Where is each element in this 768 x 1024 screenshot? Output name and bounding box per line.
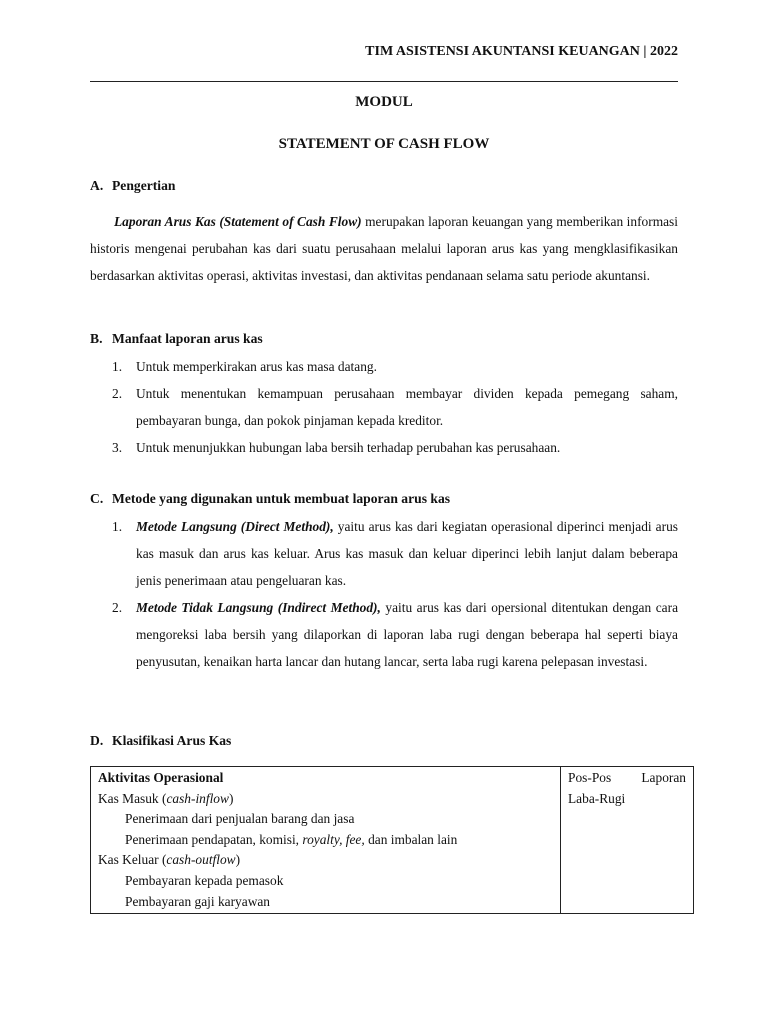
method-description: yaitu arus kas dari kegiatan operasional diperinci menjadi arus kas masuk dan arus kas keluar. Arus kas masuk dan keluar diperinci lebih lanjut dalam beberapa jenis penerimaan atau pengeluaran kas. [136,519,678,588]
section-c-list [90,513,678,675]
kas-keluar-label: Kas Keluar ( [98,852,167,868]
kas-masuk-close: ) [228,790,234,806]
classification-table [90,766,694,914]
kas-keluar-line [98,850,553,871]
section-a-term: Laporan Arus Kas (Statement of Cash Flow) [114,214,362,229]
penerimaan-item-2 [98,830,553,851]
penerimaan-item-1: Penerimaan dari penjualan barang dan jasa [125,811,355,827]
penerimaan-text-a: Penerimaan pendapatan, komisi, [125,831,303,847]
pembayaran-item-1: Pembayaran kepada pemasok [125,872,284,888]
activity-cell [91,767,561,914]
table-heading: Aktivitas Operasional [98,770,224,785]
penerimaan-terms: royalty, fee, [302,831,365,847]
list-number: 2. [112,386,123,401]
method-description: yaitu arus kas dari opersional ditentukan dengan cara mengoreksi laba bersih yang dilaporkan di laporan laba rugi dengan beberapa hal seperti biaya penyusutan, kenaikan harta lancar dan hutang lancar, serta laba rugi karena pelepasan investasi. [136,600,679,669]
kas-masuk-label: Kas Masuk ( [98,790,167,806]
section-d-letter: D. [90,733,104,748]
list-item [90,380,678,434]
list-item [90,353,678,380]
pos-word-1: Pos-Pos [568,770,612,785]
section-c-title: Metode yang digunakan untuk membuat laporan arus kas [112,491,451,506]
list-number: 1. [112,359,123,374]
list-text: Untuk menunjukkan hubungan laba bersih terhadap perubahan kas perusahaan. [136,440,561,455]
list-item [90,513,678,594]
pembayaran-item-2: Pembayaran gaji karyawan [125,893,271,909]
penerimaan-text-c: dan imbalan lain [364,831,458,847]
list-text: Untuk memperkirakan arus kas masa datang. [136,359,377,374]
kas-masuk-term: cash-inflow [166,790,229,806]
section-b-list [90,353,678,461]
section-b-letter: B. [90,331,103,346]
pos-line-1 [568,768,686,789]
list-number: 2. [112,600,123,615]
list-number: 1. [112,519,123,534]
list-item [90,594,678,675]
section-d-title: Klasifikasi Arus Kas [112,733,232,748]
section-b-heading [90,331,263,347]
kas-keluar-term: cash-outflow [166,852,236,868]
table-row [91,767,694,914]
section-a-heading [90,178,175,194]
method-name: Metode Tidak Langsung (Indirect Method), [136,600,381,615]
pos-cell [561,767,694,914]
section-a-definition: merupakan laporan keuangan yang memberikan informasi historis mengenai perubahan kas dari suatu perusahaan melalui laporan arus kas yang mengklasifikasikan berdasarkan aktivitas operasi, aktivitas investasi, dan aktivitas pendanaan selama satu periode akuntansi. [90,214,678,283]
section-d-heading [90,733,231,749]
list-number: 3. [112,440,123,455]
document-subtitle: STATEMENT OF CASH FLOW [278,136,490,152]
list-text: Untuk menentukan kemampuan perusahaan membayar dividen kepada pemegang saham, pembayaran bunga, dan pokok pinjaman kepada kreditor. [136,386,678,428]
running-header: TIM ASISTENSI AKUNTANSI KEUANGAN | 2022 [365,44,678,59]
kas-masuk-line [98,789,553,810]
section-a-paragraph [90,208,678,289]
section-a-title: Pengertian [112,178,176,193]
pos-word-2: Laporan [641,770,686,785]
module-title: MODUL [355,94,413,110]
header-divider [90,81,678,82]
section-c-letter: C. [90,491,104,506]
method-name: Metode Langsung (Direct Method), [136,519,334,534]
list-item [90,434,678,461]
section-b-title: Manfaat laporan arus kas [112,331,263,346]
kas-keluar-close: ) [235,852,241,868]
section-c-heading [90,491,450,507]
section-a-letter: A. [90,178,104,193]
pos-line-2: Laba-Rugi [568,790,626,806]
